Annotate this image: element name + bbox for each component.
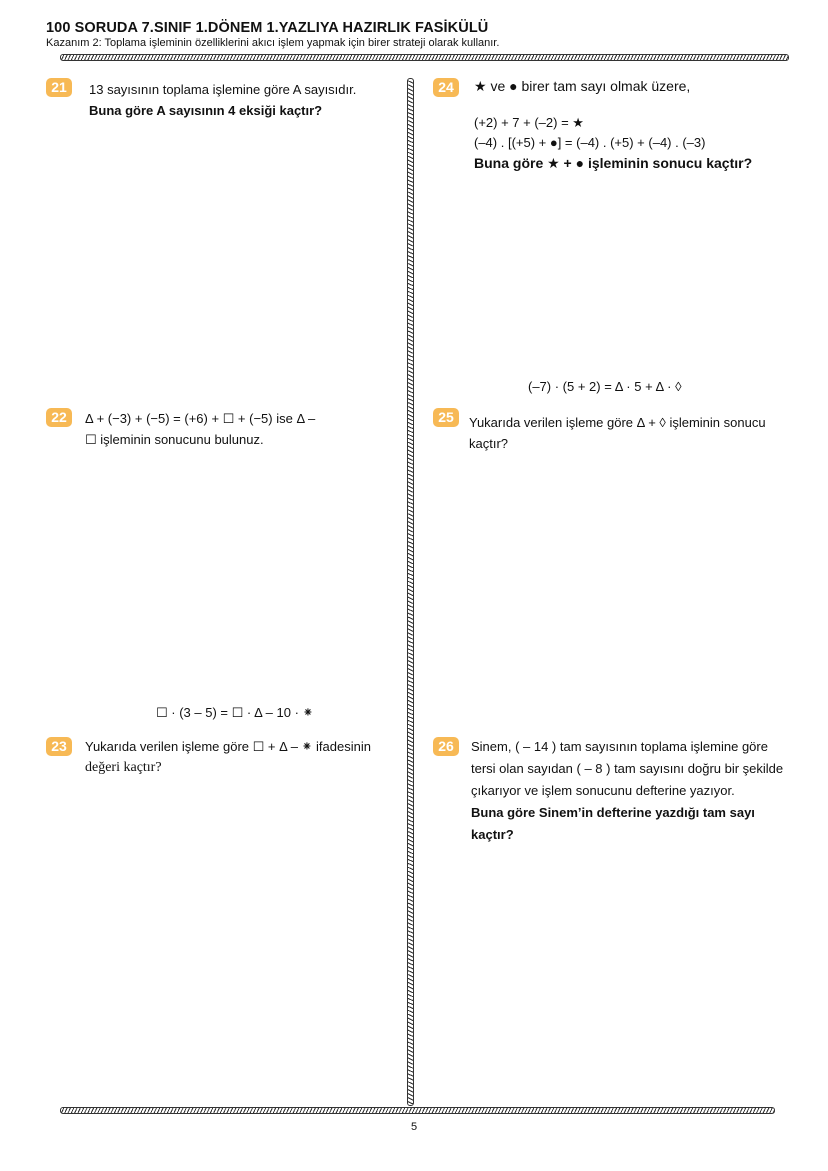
question-26 (471, 736, 816, 846)
question-23-equation: ☐ · (3 – 5) = ☐ · Δ – 10 · ⁕ (156, 705, 314, 720)
question-25 (469, 412, 809, 454)
question-prompt: kaçtır? (471, 827, 514, 842)
question-text: Δ + (−3) + (−5) = (+6) + ☐ + (−5) ise Δ – (85, 411, 316, 426)
question-text: Sinem, ( – 14 ) tam sayısının toplama işlemine göre (471, 739, 768, 754)
document-title: 100 SORUDA 7.SINIF 1.DÖNEM 1.YAZLIYA HAZIRLIK FASİKÜLÜ (46, 20, 489, 36)
equation: (+2) + 7 + (–2) = ★ (474, 115, 584, 130)
learning-outcome: Kazanım 2: Toplama işleminin özelliklerini akıcı işlem yapmak için birer strateji olarak kullanır. (46, 37, 500, 49)
question-number-badge: 24 (433, 78, 459, 97)
question-prompt: Buna göre Sinem’in defterine yazdığı tam sayı (471, 805, 755, 820)
page-header (46, 20, 786, 49)
question-text: Yukarıda verilen işleme göre Δ + ◊ işleminin sonucu (469, 415, 766, 430)
question-number-badge: 25 (433, 408, 459, 427)
question-22 (85, 408, 405, 450)
center-rope-divider (407, 78, 414, 1106)
question-number-badge: 22 (46, 408, 72, 427)
question-text: çıkarıyor ve işlem sonucunu defterine yazıyor. (471, 783, 735, 798)
bottom-rope-divider (60, 1107, 775, 1114)
question-23 (85, 736, 405, 778)
question-21 (89, 79, 399, 121)
question-number-badge: 23 (46, 737, 72, 756)
question-number-badge: 21 (46, 78, 72, 97)
question-prompt: Buna göre A sayısının 4 eksiği kaçtır? (89, 103, 323, 118)
equation: (–4) . [(+5) + ●] = (–4) . (+5) + (–4) . (–3) (474, 135, 706, 150)
question-24 (474, 76, 804, 97)
question-prompt: Buna göre ★ + ● işleminin sonucu kaçtır? (474, 155, 753, 171)
top-rope-divider (60, 54, 789, 61)
question-text: ★ ve ● birer tam sayı olmak üzere, (474, 78, 691, 94)
question-text: Yukarıda verilen işleme göre ☐ + Δ – ⁕ ifadesinin (85, 739, 371, 754)
question-text: ☐ işleminin sonucunu bulunuz. (85, 432, 264, 447)
question-text: değeri kaçtır? (85, 760, 162, 775)
question-text: 13 sayısının toplama işlemine göre A sayısıdır. (89, 82, 357, 97)
question-24-equations (474, 113, 814, 173)
question-text: kaçtır? (469, 436, 509, 451)
question-text: tersi olan sayıdan ( – 8 ) tam sayısını doğru bir şekilde (471, 761, 784, 776)
page-number: 5 (410, 1121, 418, 1133)
question-25-equation: (–7) · (5 + 2) = Δ · 5 + Δ · ◊ (528, 379, 682, 394)
question-number-badge: 26 (433, 737, 459, 756)
